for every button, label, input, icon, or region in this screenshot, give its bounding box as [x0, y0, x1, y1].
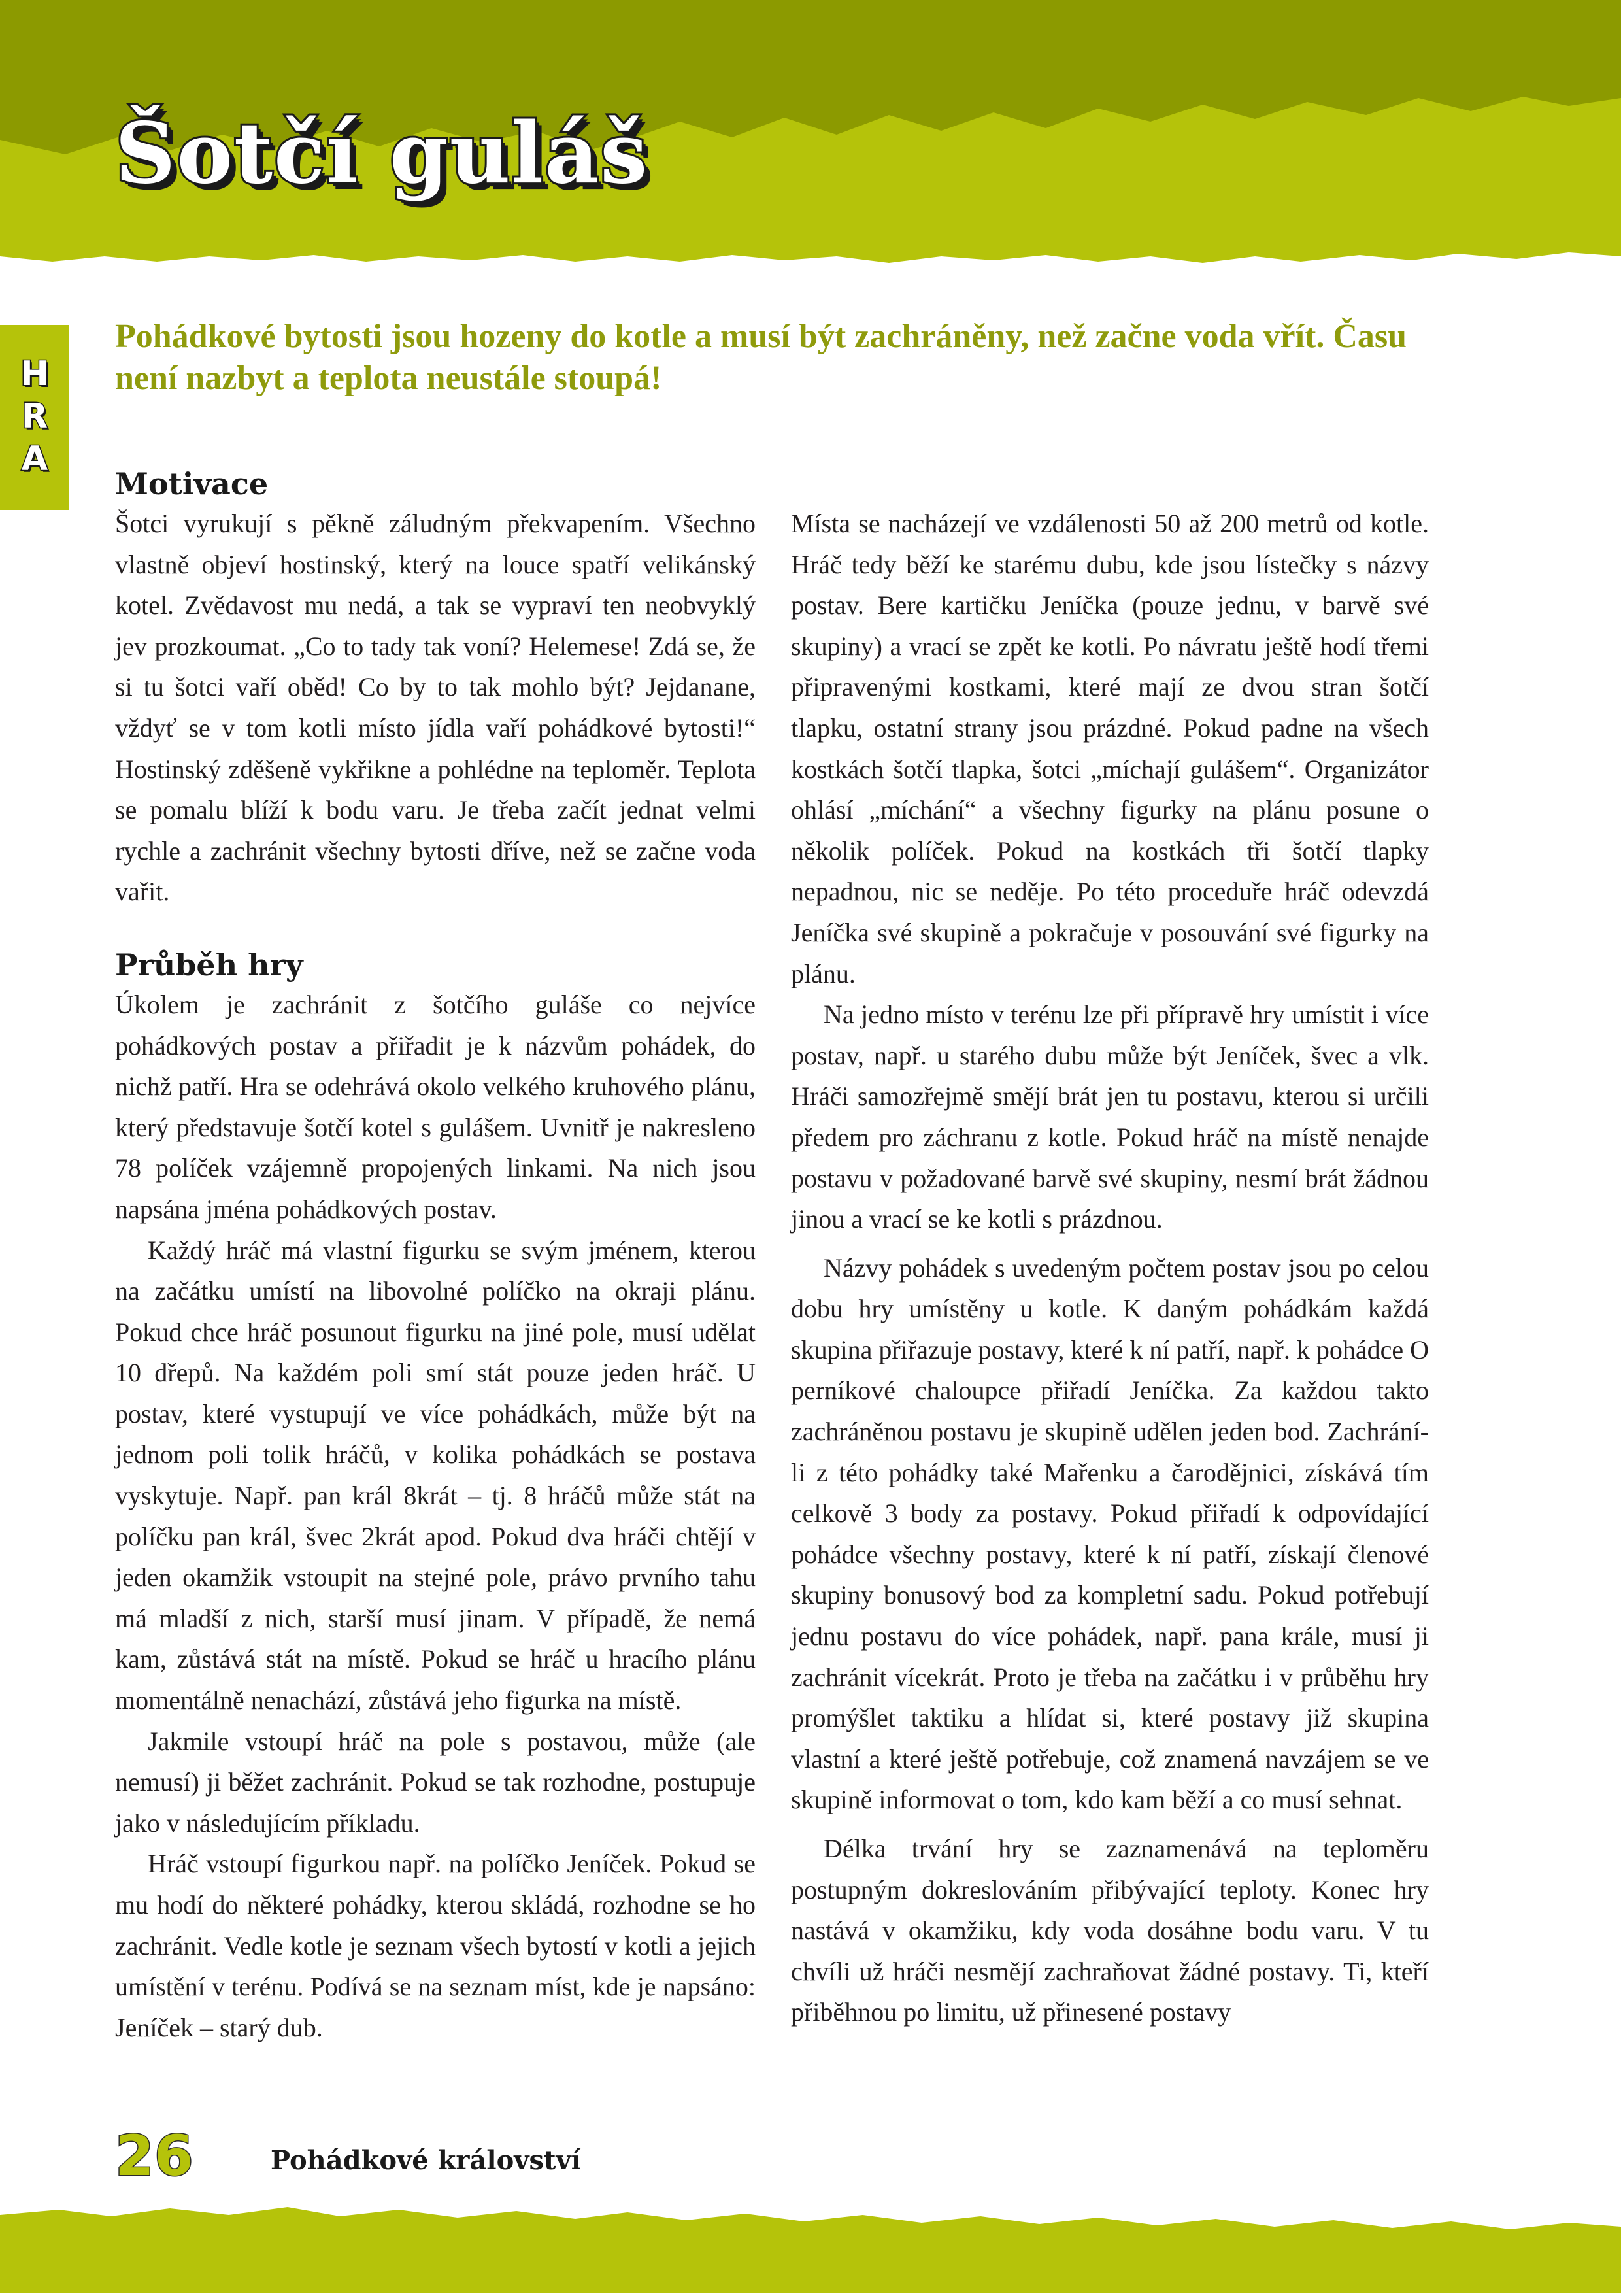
paragraph: Každý hráč má vlastní figurku se svým jménem, kterou na začátku umístí na libovolné políčko na okraji plánu. Pokud chce hráč posunout figurku na jiné pole, musí udělat 10 dřepů. Na každém poli smí stát pouze jeden hráč. U postav, které vystupují ve více pohádkách, může být na jednom poli tolik hráčů, v kolika pohádkách se postava vyskytuje. Např. pan král 8krát – tj. 8 hráčů může stát na políčku pan král, švec 2krát apod. Pokud dva hráči chtějí v jeden okamžik vstoupit na stejné pole, právo prvního tahu má mladší z nich, starší musí jinam. V případě, že nemá kam, zůstává stát na místě. Pokud se hráč u hracího plánu momentálně nenachází, zůstává jeho figurka na místě. — [115, 1235, 756, 1715]
section-heading-motivace: Motivace — [115, 466, 269, 501]
left-column — [115, 464, 756, 2048]
side-tab-letter: R — [21, 397, 48, 436]
paragraph: Místa se nacházejí ve vzdálenosti 50 až 200 metrů od kotle. Hráč tedy běží ke starému dubu, kde jsou lístečky s názvy postav. Bere kartičku Jeníčka (pouze jednu, v barvě své skupiny) a vrací se zpět ke kotli. Po návratu ještě hodí třemi připravenými kostkami, které mají ze dvou stran šotčí tlapku, ostatní strany jsou prázdné. Pokud padne na všech kostkách šotčí tlapka, šotci „míchají gulášem“. Organizátor ohlásí „míchání“ a všechny figurky na plánu posune o několik políček. Pokud na kostkách tři šotčí tlapky nepadnou, nic se neděje. Po této proceduře hráč odevzdá Jeníčka své skupině a pokračuje v posouvání své figurky na plánu. — [791, 509, 1429, 988]
page-number: 26 — [115, 2123, 193, 2189]
side-tab — [0, 325, 69, 510]
paragraph: Názvy pohádek s uvedeným počtem postav jsou po celou dobu hry umístěny u kotle. K daným pohádkám každá skupina přiřazuje postavy, které k ní patří, např. k pohádce O perníkové chaloupce přiřadí Jeníčka. Za každou takto zachráněnou postavu je skupině udělen jeden bod. Zachrání-li z této pohádky také Mařenku a čarodějnici, získává tím celkově 3 body za postavy. Pokud přiřadí k odpovídající pohádce všechny postavy, které k ní patří, získají členové skupiny bonusový bod za kompletní sadu. Pokud potřebují jednu postavu do více pohádek, např. pana krále, musí ji zachránit vícekrát. Proto je třeba na začátku i v průběhu hry promýšlet taktiku a hlídat si, které postavy již skupina vlastní a které ještě potřebuje, což znamená navzájem se ve skupině informovat o tom, kdo kam běží a co musí sehnat. — [791, 1253, 1429, 1815]
footer-background — [0, 2197, 1621, 2293]
paragraph: Délka trvání hry se zaznamenává na teploměru postupným dokreslováním přibývající teploty. Konec hry nastává v okamžiku, kdy voda dosáhne bodu varu. V tu chvíli už hráči nesmějí zachraňovat žádné postavy. Ti, kteří přiběhnou po limitu, už přinesené postavy — [791, 1834, 1429, 2027]
footer-band — [0, 2197, 1621, 2293]
book-title: Pohádkové království — [271, 2145, 581, 2176]
paragraph-motivace: Šotci vyrukují s pěkně záludným překvapením. Všechno vlastně objeví hostinský, který na louce spatří velikánský kotel. Zvědavost mu nedá, a tak se vypraví ten neobvyklý jev prozkoumat. „Co to tady tak voní? Helemese! Zdá se, že si tu šotci vaří oběd! Co by to tak mohlo být? Jejdanane, vždyť se v tom kotli místo jídla vaří pohádkové bytosti!“ Hostinský zděšeně vykřikne a pohlédne na teploměr. Teplota se pomalu blíží k bodu varu. Je třeba začít jednat velmi rychle a zachránit všechny bytosti dříve, než se začne voda vařit. — [115, 509, 756, 907]
side-tab-letter: A — [21, 439, 48, 479]
paragraph: Hráč vstoupí figurkou např. na políčko Jeníček. Pokud se mu hodí do některé pohádky, kterou skládá, rozhodne se ho zachránit. Vedle kotle je seznam všech bytostí v kotli a jejich umístění v terénu. Podívá se na seznam míst, kde je napsáno: Jeníček – starý dub. — [115, 1849, 756, 2042]
header-band — [0, 0, 1621, 281]
side-tab-letter: H — [20, 354, 49, 394]
paragraph: Úkolem je zachránit z šotčího guláše co nejvíce pohádkových postav a přiřadit je k názvům pohádek, do nichž patří. Hra se odehrává okolo velkého kruhového plánu, který představuje šotčí kotel s gulášem. Uvnitř je nakresleno 78 políček vzájemně propojených linkami. Na nich jsou napsána jména pohádkových postav. — [115, 989, 756, 1224]
right-column — [791, 503, 1429, 2033]
page-title: Šotčí guláš — [115, 105, 649, 203]
section-heading-prubeh: Průběh hry — [115, 947, 303, 983]
paragraph: Na jedno místo v terénu lze při přípravě hry umístit i více postav, např. u starého dubu může být Jeníček, švec a vlk. Hráči samozřejmě smějí brát jen tu postavu, kterou si určili předem pro záchranu z kotle. Pokud hráč na místě nenajde postavu v požadované barvě své skupiny, nesmí brát žádnou jinou a vrací se ke kotli s prázdnou. — [791, 1000, 1429, 1234]
paragraph: Jakmile vstoupí hráč na pole s postavou, může (ale nemusí) ji běžet zachránit. Pokud se tak rozhodne, postupuje jako v následujícím příkladu. — [115, 1726, 756, 1838]
lead-paragraph: Pohádkové bytosti jsou hozeny do kotle a musí být zachráněny, než začne voda vřít. Času není nazbyt a teplota neustále stoupá! — [115, 318, 1407, 397]
